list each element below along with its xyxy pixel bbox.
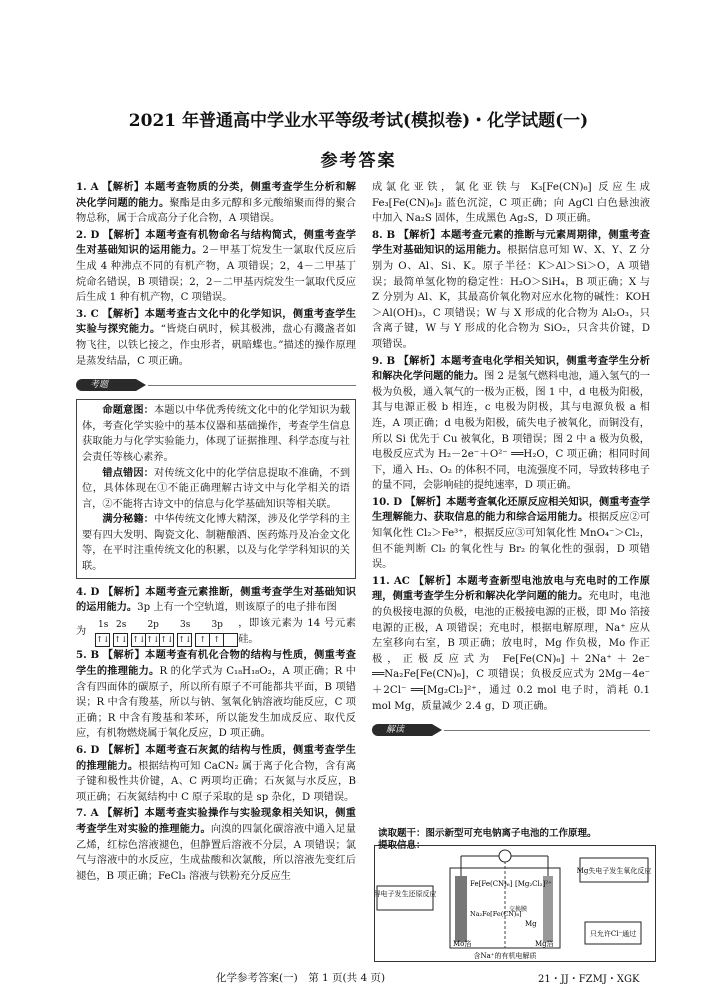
- box-label: 错点错因：: [102, 466, 155, 479]
- answer-body: 成氯化亚铁，氯化亚铁与 K₃[Fe(CN)₆] 反应生成 Fe₃[Fe(CN)₆]₂ 蓝色沉淀，C 项正确；向 AgCl 白色悬浊液中加入 Na₂S 固体，生成黑色 Ag₂S，D 项正确。: [372, 182, 650, 225]
- answer-body: “皆烧白矾时，候其极沸，盘心有濺盏者如物飞往，以铁匕接之，作虫形者，矾暗蝶也。”描述的操作原理是蒸发结晶，C 项正确。: [76, 324, 357, 367]
- chem-label: Na₂Fe[Fe(CN)₆]: [470, 910, 522, 918]
- answer-head: 【解析】本题考查有机化合物的结构与性质，侧重考查学生的推理能力。: [76, 649, 356, 678]
- answer-item: [76, 806, 356, 884]
- page-title: 2021 年普通高中学业水平等级考试(模拟卷)・化学试题(一): [128, 111, 589, 131]
- answer-body: 3p 上有一个空轨道，则该原子的电子排布图: [137, 602, 337, 614]
- right-annotation-2: 只允许Cl⁻通过: [589, 930, 637, 938]
- answer-item: [76, 228, 356, 306]
- answer-body: 充电时，电池的负极接电源的负极，电池的正极接电源的正极，即 Mo 箔接电源的正极，A 项错误；充电时，根据电解原理，Na⁺ 应从左室移向右室，B 项正确；放电时，Mg 作负极，Mo 作正极，正极反应式为 Fe[Fe(CN)₆]＋2Na⁺＋2e⁻ ══Na₂Fe[Fe(CN)₆]，C 项错误；负极反应式为 2Mg－4e⁻＋2Cl⁻ ══[Mg₂Cl₂]²⁺，通过 0.2 mol 电子时，消耗 0.1 mol Mg，质量减少 2.4 g，D 项正确。: [372, 591, 651, 712]
- mo-electrode: [455, 876, 467, 942]
- orbital-cell: ↑: [209, 633, 224, 647]
- chem-label: Fe[Fe(CN)₆]: [470, 880, 513, 888]
- page-footer: 化学参考答案(一) 第 1 页(共 4 页): [216, 972, 386, 984]
- divider: [148, 385, 356, 386]
- pen-banner-kaoti: [76, 373, 356, 395]
- battery-figure: [374, 845, 656, 962]
- pen-label: 考题: [76, 379, 136, 391]
- box-paragraph: [82, 403, 350, 465]
- answer-item: [372, 354, 650, 494]
- answer-item: [76, 585, 356, 648]
- orbital-cell: ↑↓: [113, 633, 128, 647]
- orbital-label: 2s: [116, 619, 127, 630]
- answer-head: 【解析】本题考查古文化中的化学知识，侧重考查学生实验与探究能力。: [76, 307, 356, 336]
- box-paragraph: [82, 466, 350, 513]
- answer-item: [76, 648, 356, 742]
- pen-label: 解读: [372, 724, 432, 736]
- orbital-label: 1s: [98, 619, 109, 630]
- answer-head: 【解析】本题考查元素推断，侧重考查学生对基础知识的运用能力。: [76, 585, 356, 614]
- membrane-label: 交换膜: [509, 906, 528, 913]
- mg-label: Mg: [525, 920, 537, 928]
- orbital-cell: ↑↓: [131, 633, 146, 647]
- answer-head: 【解析】本题考查实验操作与实验现象相关知识，侧重考查学生对实验的推理能力。: [76, 807, 356, 835]
- orbital-cell: ↑↓: [177, 633, 192, 647]
- answer-head: 【解析】本题考查有机物命名与结构简式，侧重考查学生对基础知识的运用能力。: [76, 228, 356, 257]
- answer-head: 【解析】本题考查元素的推断与元素周期律，侧重考查学生对基础知识的运用能力。: [372, 228, 650, 257]
- answer-body: 向溴的四氯化碳溶液中通入足量乙烯，红棕色溶液褪色，但静置后溶液不分层，A 项错误；氯气与溶液中的水反应，生成盐酸和次氯酸，所以溶液先变红后褪色，B 项正确；FeCl₃ 溶液与铁粉充分反应生: [76, 823, 356, 882]
- orbital-cell: ↑↓: [95, 633, 110, 647]
- answer-body: R 的化学式为 C₁₈H₁₈O₂，A 项正确；R 中含有四面体的碳原子，所以所有原子不可能都共平面，B 项错误；R 中含有羧基，所以与钠、氢氧化钠溶液均能反应，C 项正确；R 中含有羧基和苯环，所以能发生加成反应、取代反应，有机物燃烧属于氧化反应，D 项正确。: [76, 666, 356, 740]
- orbital-cell: ↑: [195, 633, 210, 647]
- answer-number: 7. A: [76, 807, 99, 820]
- answer-head: 【解析】本题考查新型电池放电与充电时的工作原理，侧重考查学生分析和解决化学问题的能力。: [372, 574, 650, 603]
- answer-item: [76, 743, 356, 805]
- right-annotation: Mg失电子发生氧化反应: [576, 867, 652, 875]
- orbital-label: 2p: [147, 619, 159, 630]
- answer-item: [372, 228, 650, 353]
- orbital-cell: ↑↓: [159, 633, 174, 647]
- battery-diagram: [375, 846, 655, 961]
- answer-number: 4. D: [76, 585, 100, 598]
- answer-number: 8. B: [372, 228, 396, 241]
- answer-number: 1. A: [76, 181, 99, 193]
- answer-body: 2－甲基丁烷发生一氯取代反应后生成 4 种沸点不同的有机产物，A 项错误；2，4－二甲基丁烷命名错误，B 项错误；2，2－二甲基丙烷发生一氯取代反应后生成 1 种有机产物，C 项错误。: [76, 245, 357, 304]
- figure-info-text: 提取信息：: [378, 840, 426, 851]
- answer-number: 5. B: [76, 649, 100, 662]
- box-text: 中华传统文化博大精深，涉及化学学科的主要有四大发明、陶瓷文化、制糖酿酒、医药炼丹及冶金文化等，在平时注重传统文化的积累，以及与化学学科知识的关联。: [82, 514, 351, 573]
- answer-head: 【解析】本题考查物质的分类，侧重考查学生分析和解决化学问题的能力。: [76, 181, 356, 209]
- analysis-box: [76, 399, 356, 579]
- answer-item: [372, 180, 650, 227]
- chem-label: [Mg₂Cl₂]²⁺: [515, 880, 552, 888]
- orbital-prefix: 为: [76, 625, 87, 637]
- orbital-label: 3p: [211, 619, 223, 630]
- answer-head: 【解析】本题考查电化学相关知识，侧重考查学生分析和解决化学问题的能力。: [372, 354, 650, 383]
- pen-tip-icon: [136, 379, 146, 391]
- pen-banner-jiedu: [372, 718, 650, 740]
- orbital-cell: ↑↓: [145, 633, 160, 647]
- electrolyte-note: 含Na⁺的有机电解质: [473, 952, 537, 960]
- answer-number: 10. D: [372, 495, 403, 508]
- answer-item: [372, 495, 650, 573]
- answer-item: [76, 180, 356, 227]
- answer-body: 根据反应②可知氧化性 Cl₂＞Fe³⁺，根据反应③可知氧化性 MnO₄⁻＞Cl₂，但不能判断 Cl₂ 的氧化性与 Br₂ 的氧化性的强弱，D 项错误。: [372, 512, 651, 571]
- answer-number: 9. B: [372, 354, 396, 367]
- answer-body: 根据信息可知 W、X、Y、Z 分别为 O、Al、Si、K。原子半径：K＞Al＞Si＞O，A 项错误；最简单氢化物的稳定性：H₂O＞SiH₄，B 项正确；X 与 Z 分别为 Al、K，其最高价氧化物对应水化物的碱性：KOH＞Al(OH)₃，C 项错误；W 与 X 形成的化合物为 Al₂O₃，只含离子键，W 与 Y 形成的化合物为 SiO₂，只含共价键，D 项错误。: [372, 245, 650, 350]
- orbital-cell: [223, 633, 238, 647]
- answer-head: 【解析】本题考查氧化还原反应相关知识，侧重考查学生理解能力、获取信息的能力和综合运用能力。: [372, 495, 651, 524]
- orbital-diagram: [76, 616, 356, 648]
- right-column: [372, 180, 650, 744]
- electrode-label: Mg箔: [535, 940, 554, 948]
- answer-item: [76, 307, 356, 369]
- figure-caption-text: 读取题干：图示新型可充电钠离子电池的工作原理。: [378, 828, 597, 839]
- page-code: 21・JJ・FZMJ・XGK: [538, 974, 640, 985]
- page-subtitle: 参考答案: [320, 151, 397, 171]
- left-annotation: 得电子发生还原反应: [375, 890, 437, 898]
- divider: [444, 730, 650, 731]
- box-text: 对传统文化中的化学信息提取不准确，不到位，具体体现在①不能正确理解古诗文中与化学相关的语言，②不能将古诗文中的信息与化学基础知识等相关联。: [82, 467, 351, 510]
- left-column: [76, 180, 356, 885]
- box-label: 满分秘籍：: [102, 513, 155, 526]
- answer-body: 聚酯是由多元醇和多元酸缩聚而得的聚合物总称，属于合成高分子化合物，A 项错误。: [76, 197, 357, 225]
- answer-head: 【解析】本题考查石灰氮的结构与性质，侧重考查学生的推理能力。: [76, 744, 356, 772]
- figure-header: [378, 828, 654, 852]
- answer-number: 2. D: [76, 228, 100, 241]
- orbital-label: 3s: [180, 619, 191, 630]
- answer-body: 根据结构可知 CaCN₂ 属于离子化合物，含有离子键和极性共价键，A、C 两项均正确；石灰氮与水反应，B 项正确；石灰氮结构中 C 原子采取的是 sp 杂化，D 项错误。: [76, 760, 356, 803]
- box-paragraph: [82, 512, 350, 574]
- pen-tip-icon: [432, 724, 442, 736]
- answer-body: 图 2 是氢气燃料电池，通入氢气的一极为负极，通入氧气的一极为正极，图 1 中，d 电极为阳极，其与电源正极 b 相连，c 电极为阴极，其与电源负极 a 相连，A 项正确；d 电极为阳极，硫失电子被氧化，而铜没有，所以 Si 优先于 Cu 被氧化，B 项错误；图 2 中 a 极为负极，电极反应式为 H₂－2e⁻＋O²⁻ ══H₂O，C 项正确；相同时间下，通入 H₂、O₂ 的体积不同，电流强度不同，导致转移电子的量不同，会影响硅的提纯速率，D 项正确。: [372, 371, 650, 492]
- answer-number: 6. D: [76, 744, 100, 756]
- box-label: 命题意图：: [102, 404, 155, 417]
- answer-number: 11. AC: [372, 574, 410, 587]
- orbital-suffix: ，即该元素为 14 号元素硅。: [238, 618, 356, 645]
- answer-number: 3. C: [76, 307, 99, 320]
- box-text: 本题以中华优秀传统文化中的化学知识为载体，考查化学实验中的基本仪器和基础操作，考查学生信息获取能力与化学实验能力，体现了证据推理、科学态度与社会责任等核心素养。: [82, 405, 351, 463]
- electrode-label: Mo箔: [453, 940, 472, 948]
- answer-item: [372, 574, 650, 714]
